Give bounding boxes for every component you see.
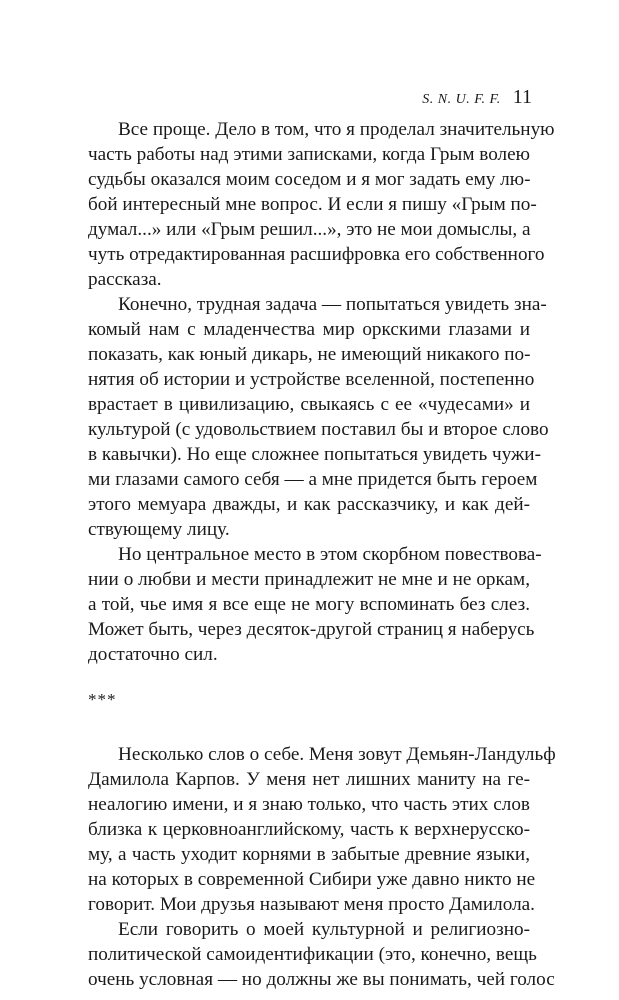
text-line: чуть отредактированная расшифровка его собственного <box>88 244 545 265</box>
running-title: S. N. U. F. F. <box>422 92 501 107</box>
text-line: Может быть, через десяток-другой страниц я наберусь <box>88 619 535 640</box>
text-line: думал...» или «Грым решил...», это не мои домыслы, а <box>88 219 531 240</box>
text-line: бой интересный мне вопрос. И если я пишу «Грым по- <box>88 194 537 215</box>
text-line: очень условная — но должны же вы понимать, чей голос <box>88 969 555 990</box>
page-header <box>88 86 532 109</box>
section-separator: *** <box>88 690 117 709</box>
text-line: говорит. Мои друзья называют меня просто Дамилола. <box>88 894 535 915</box>
text-line: близка к церковноанглийскому, часть к верхнерусско- <box>88 819 530 840</box>
text-line: нятия об истории и устройстве вселенной, постепенно <box>88 369 535 390</box>
text-line: Если говорить о моей культурной и религиозно- <box>118 919 530 940</box>
text-line: в кавычки). Но еще сложнее попытаться увидеть чужи- <box>88 444 541 465</box>
text-line: а той, чье имя я все еще не могу вспоминать без слез. <box>88 594 530 615</box>
text-line: Несколько слов о себе. Меня зовут Демьян-Ландульф <box>118 744 556 765</box>
text-line: врастает в цивилизацию, свыкаясь с ее «чудесами» и <box>88 394 530 415</box>
text-line: нии о любви и мести принадлежит не мне и не оркам, <box>88 569 530 590</box>
text-line: Дамилола Карпов. У меня нет лишних маниту на ге- <box>88 769 530 790</box>
text-line: неалогию имени, и я знаю только, что часть этих слов <box>88 794 530 815</box>
text-line: культурой (с удовольствием поставил бы и второе слово <box>88 419 549 440</box>
text-line: на которых в современной Сибири уже давно никто не <box>88 869 536 890</box>
text-line: показать, как юный дикарь, не имеющий никакого по- <box>88 344 531 365</box>
text-line: Все проще. Дело в том, что я проделал значительную <box>118 119 555 140</box>
text-line: рассказа. <box>88 269 162 290</box>
text-line: Конечно, трудная задача — попытаться увидеть зна- <box>118 294 547 315</box>
text-line: судьбы оказался моим соседом и я мог задать ему лю- <box>88 169 531 190</box>
text-line: комый нам с младенчества мир оркскими глазами и <box>88 319 530 340</box>
text-line: этого мемуара дважды, и как рассказчику, и как дей- <box>88 494 530 515</box>
text-line: часть работы над этими записками, когда Грым волею <box>88 144 530 165</box>
text-line: Но центральное место в этом скорбном повествова- <box>118 544 542 565</box>
page-number: 11 <box>512 86 532 108</box>
text-line: ствующему лицу. <box>88 519 230 540</box>
text-line: му, а часть уходит корнями в забытые древние языки, <box>88 844 530 865</box>
text-line: ми глазами самого себя — а мне придется быть героем <box>88 469 538 490</box>
text-line: достаточно сил. <box>88 644 218 665</box>
text-line: политической самоидентификации (это, конечно, вещь <box>88 944 537 965</box>
